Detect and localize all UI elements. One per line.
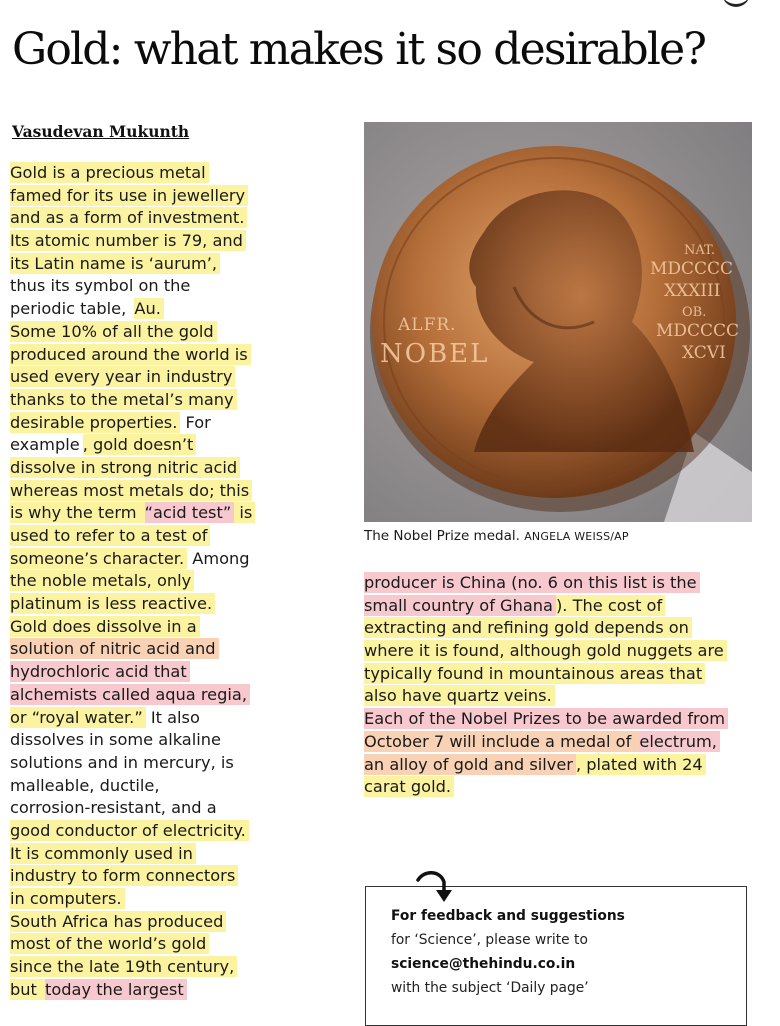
text-line <box>10 253 340 276</box>
highlighted-text: October 7 will include a medal of <box>364 731 639 752</box>
highlighted-text: whereas most metals do; this <box>10 480 252 501</box>
highlighted-text: today the largest <box>45 979 187 1000</box>
highlighted-text: small country of Ghana <box>364 595 556 616</box>
highlighted-text: since the late 19th century, <box>10 956 237 977</box>
highlighted-text: the noble metals, only <box>10 570 194 591</box>
highlighted-text: typically found in mountainous areas that <box>364 663 705 684</box>
body-text: malleable, ductile, <box>10 775 160 795</box>
text-line <box>10 956 340 979</box>
text-line <box>10 344 340 367</box>
highlighted-text: in computers. <box>10 888 125 909</box>
text-line <box>364 617 756 640</box>
masthead-edge-mark <box>722 0 750 7</box>
highlighted-text: Its atomic number is 79, and <box>10 230 246 251</box>
text-line <box>364 754 756 777</box>
body-text: Among <box>187 548 250 568</box>
highlighted-text: industry to form connectors <box>10 865 238 886</box>
svg-text:MDCCCC: MDCCCC <box>656 321 740 341</box>
highlighted-text: “acid test” <box>145 502 235 523</box>
text-line <box>364 731 756 754</box>
highlighted-text: , gold doesn’t <box>83 434 197 455</box>
text-line <box>364 640 756 663</box>
highlighted-text: extracting and refining gold depends on <box>364 617 692 638</box>
text-line <box>10 389 340 412</box>
article-byline: Vasudevan Mukunth <box>12 122 190 141</box>
highlighted-text: hydrochloric acid that <box>10 661 190 682</box>
text-line <box>364 595 756 618</box>
article-body-left-column <box>10 162 340 1001</box>
highlighted-text: platinum is less reactive. <box>10 593 215 614</box>
highlighted-text: Some 10% of all the gold <box>10 321 217 342</box>
highlighted-text: solution of nitric acid and <box>10 638 219 659</box>
text-line <box>10 865 340 888</box>
text-line <box>10 298 340 321</box>
highlighted-text: desirable properties. <box>10 412 180 433</box>
text-line <box>10 185 340 208</box>
text-line <box>10 843 340 866</box>
text-line <box>10 434 340 457</box>
highlighted-text: is why the term <box>10 502 145 523</box>
text-line <box>10 162 340 185</box>
curved-arrow-icon <box>414 868 454 906</box>
text-line <box>10 525 340 548</box>
feedback-instruction: for ‘Science’, please write to <box>391 932 588 948</box>
text-line <box>10 480 340 503</box>
text-line <box>10 321 340 344</box>
body-text: It also <box>145 707 200 727</box>
svg-text:XXXIII: XXXIII <box>664 281 721 301</box>
highlighted-text: is <box>234 502 255 523</box>
text-line <box>10 684 340 707</box>
highlighted-text: South Africa has produced <box>10 911 226 932</box>
highlighted-text: carat gold. <box>364 776 454 797</box>
body-text: thus its symbol on the <box>10 276 191 296</box>
highlighted-text: famed for its use in jewellery <box>10 185 248 206</box>
highlighted-text: producer is China (no. 6 on this list is the <box>364 572 700 593</box>
body-text: dissolves in some alkaline <box>10 730 221 750</box>
feedback-title: For feedback and suggestions <box>391 908 625 924</box>
svg-text:NAT.: NAT. <box>684 243 715 258</box>
text-line <box>10 752 340 775</box>
body-text: corrosion-resistant, and a <box>10 798 217 818</box>
text-line <box>10 502 340 525</box>
text-line <box>10 593 340 616</box>
body-text: For <box>180 412 211 432</box>
text-line <box>10 661 340 684</box>
text-line <box>10 207 340 230</box>
article-headline: Gold: what makes it so desirable? <box>12 24 706 75</box>
article-body-right-column <box>364 572 756 799</box>
text-line <box>10 570 340 593</box>
text-line <box>10 616 340 639</box>
highlighted-text: most of the world’s gold <box>10 933 209 954</box>
highlighted-text: and as a form of investment. <box>10 207 247 228</box>
text-line <box>364 663 756 686</box>
nobel-medal-photo <box>364 122 752 522</box>
highlighted-text: , plated with 24 <box>576 754 706 775</box>
body-text: example <box>10 435 80 455</box>
feedback-subject-note: with the subject ‘Daily page’ <box>391 980 589 996</box>
highlighted-text: Each of the Nobel Prizes to be awarded from <box>364 708 728 729</box>
text-line <box>10 729 340 752</box>
highlighted-text: Gold does dissolve in a <box>10 616 200 637</box>
svg-text:NOBEL: NOBEL <box>380 339 490 369</box>
caption-text: The Nobel Prize medal. <box>364 528 520 544</box>
body-text: periodic table, <box>10 299 132 319</box>
text-line <box>364 708 756 731</box>
text-line <box>10 457 340 480</box>
highlighted-text: It is commonly used in <box>10 843 196 864</box>
text-line <box>10 638 340 661</box>
highlighted-text: produced around the world is <box>10 344 251 365</box>
highlighted-text: dissolve in strong nitric acid <box>10 457 240 478</box>
nobel-medal-image <box>364 122 752 522</box>
svg-text:OB.: OB. <box>682 305 707 320</box>
text-line <box>10 412 340 435</box>
svg-text:ALFR.: ALFR. <box>398 315 457 335</box>
text-line <box>10 275 340 298</box>
photo-credit: ANGELA WEISS/AP <box>524 530 629 543</box>
svg-text:XCVI: XCVI <box>682 343 726 363</box>
highlighted-text: thanks to the metal’s many <box>10 389 237 410</box>
text-line <box>10 797 340 820</box>
highlighted-text: used to refer to a test of <box>10 525 210 546</box>
highlighted-text: electrum, <box>639 731 720 752</box>
feedback-email: science@thehindu.co.in <box>391 956 576 972</box>
text-line <box>10 820 340 843</box>
text-line <box>10 548 340 571</box>
text-line <box>10 230 340 253</box>
body-text: solutions and in mercury, is <box>10 752 234 772</box>
highlighted-text: someone’s character. <box>10 548 187 569</box>
highlighted-text: an alloy of gold and silver <box>364 754 576 775</box>
highlighted-text: where it is found, although gold nuggets are <box>364 640 727 661</box>
text-line <box>364 685 756 708</box>
highlighted-text: used every year in industry <box>10 366 235 387</box>
text-line <box>364 572 756 595</box>
highlighted-text: or “royal water.” <box>10 707 146 728</box>
svg-text:MDCCCC: MDCCCC <box>650 259 734 279</box>
highlighted-text: ). The cost of <box>556 595 665 616</box>
text-line <box>10 775 340 798</box>
text-line <box>364 776 756 799</box>
highlighted-text: good conductor of electricity. <box>10 820 249 841</box>
text-line <box>10 979 340 1002</box>
highlighted-text: also have quartz veins. <box>364 685 555 706</box>
highlighted-text: Au. <box>134 298 163 319</box>
text-line <box>10 366 340 389</box>
text-line <box>10 707 340 730</box>
highlighted-text: alchemists called aqua regia, <box>10 684 250 705</box>
text-line <box>10 911 340 934</box>
highlighted-text: its Latin name is ‘aurum’, <box>10 253 220 274</box>
photo-caption <box>364 528 629 544</box>
text-line <box>10 888 340 911</box>
highlighted-text: but <box>10 979 45 1000</box>
text-line <box>10 933 340 956</box>
highlighted-text: Gold is a precious metal <box>10 162 209 183</box>
